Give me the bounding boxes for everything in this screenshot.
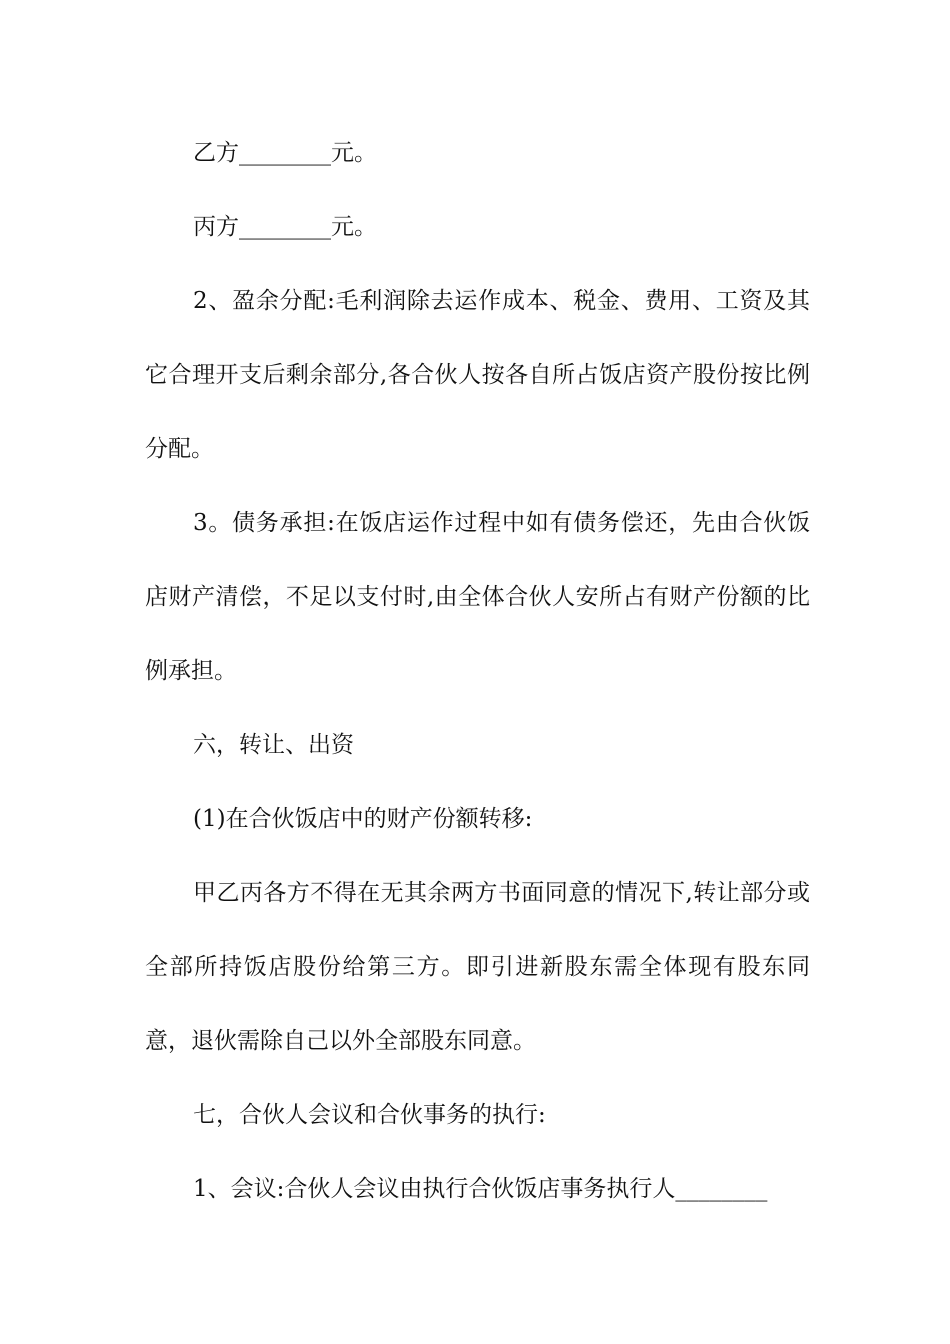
- paragraph-meeting: 1、会议:合伙人会议由执行合伙饭店事务执行人________: [193, 1176, 768, 1202]
- section-heading-partner-meeting: 七，合伙人会议和合伙事务的执行:: [193, 1102, 546, 1128]
- document-body: [145, 116, 810, 1226]
- paragraph-debt-liability: 3。债务承担:在饭店运作过程中如有债务偿还，先由合伙饭店财产清偿，不足以支付时,由全体合伙人安所占有财产份额的比例承担。: [145, 510, 810, 684]
- paragraph-share-transfer-heading: (1)在合伙饭店中的财产份额转移:: [193, 806, 533, 832]
- paragraph-share-transfer-rule: 甲乙丙各方不得在无其余两方书面同意的情况下,转让部分或全部所持饭店股份给第三方。即引进新股东需全体现有股东同意，退伙需除自己以外全部股东同意。: [145, 880, 810, 1054]
- paragraph-party-c-amount: 丙方________元。: [193, 214, 377, 240]
- paragraph-party-b-amount: 乙方________元。: [193, 140, 377, 166]
- paragraph-profit-distribution: 2、盈余分配:毛利润除去运作成本、税金、费用、工资及其它合理开支后剩余部分,各合伙人按各自所占饭店资产股份按比例分配。: [145, 288, 810, 462]
- section-heading-transfer: 六，转让、出资: [193, 732, 354, 758]
